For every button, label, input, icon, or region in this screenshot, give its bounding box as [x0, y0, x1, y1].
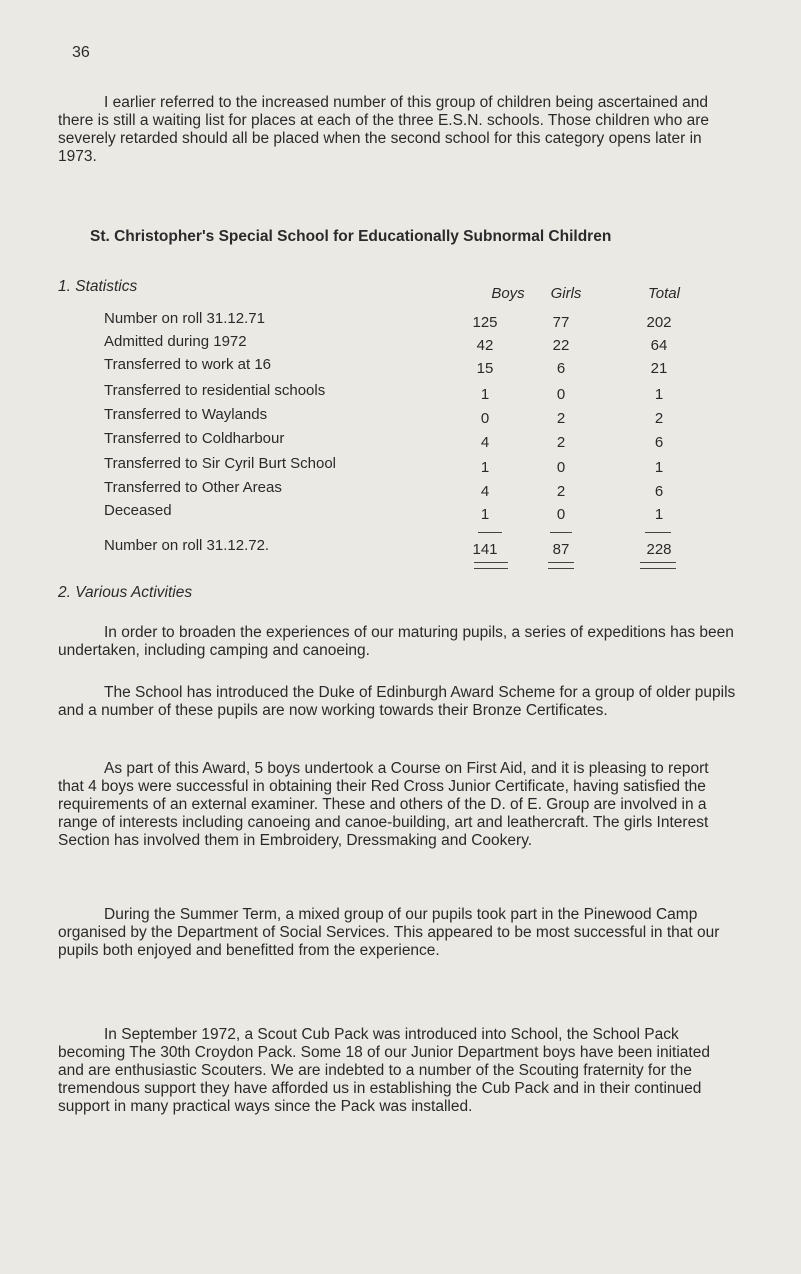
girls-value: 22: [552, 337, 570, 354]
boys-value: 15: [476, 360, 494, 377]
sum-rule-total: [645, 532, 671, 533]
total-value: 202: [646, 314, 672, 331]
activities-paragraph: As part of this Award, 5 boys undertook a Course on First Aid, and it is pleasing to report that 4 boys were successful in obtaining their Red Cross Junior Certificate, having satisfied the requirements of an external examiner. These and others of the D. of E. Group are involved in a range of interests including canoeing and canoe-building, art and leathercraft. The girls Interest Section has involved them in Embroidery, Dressmaking and Cookery.: [58, 760, 709, 849]
double-rule-total: [640, 562, 676, 569]
table-row: [104, 406, 684, 428]
double-rule-boys: [474, 562, 508, 569]
boys-value: 4: [480, 483, 490, 500]
sum-rule-boys: [478, 532, 502, 533]
row-label: Admitted during 1972: [104, 333, 247, 350]
table-row: [104, 333, 684, 355]
statistics-section-title: 1. Statistics: [58, 278, 138, 295]
activities-paragraph: In order to broaden the experiences of our maturing pupils, a series of expeditions has been undertaken, including camping and canoeing.: [58, 624, 734, 659]
boys-value: 125: [472, 314, 498, 331]
row-label: Deceased: [104, 502, 172, 519]
row-label: Transferred to residential schools: [104, 382, 326, 399]
col-head-girls: Girls: [550, 285, 582, 302]
activities-section-title: 2. Various Activities: [58, 584, 193, 601]
boys-value: 42: [476, 337, 494, 354]
girls-value: 2: [556, 410, 566, 427]
girls-value: 2: [556, 434, 566, 451]
girls-value: 0: [556, 459, 566, 476]
activities-paragraph: The School has introduced the Duke of Edinburgh Award Scheme for a group of older pupils and a number of these pupils are now working towards their Bronze Certificates.: [58, 684, 736, 719]
row-label: Transferred to Coldharbour: [104, 430, 285, 447]
girls-value: 6: [556, 360, 566, 377]
page-number: 36: [72, 44, 90, 61]
boys-value: 1: [480, 459, 490, 476]
total-value: 1: [654, 459, 664, 476]
total-value: 6: [654, 483, 664, 500]
boys-value: 1: [480, 386, 490, 403]
intro-paragraph: I earlier referred to the increased number of this group of children being ascertained and there is still a waiting list for places at each of the three E.S.N. schools. Those children who are severely retarded should all be placed when the second school for this category opens later in 1973.: [58, 94, 710, 165]
school-heading: St. Christopher's Special School for Educationally Subnormal Children: [90, 228, 612, 245]
girls-value: 87: [552, 541, 570, 558]
col-head-total: Total: [648, 285, 680, 302]
table-row: [104, 430, 684, 452]
total-value: 1: [654, 386, 664, 403]
total-value: 64: [650, 337, 668, 354]
table-row: [104, 356, 684, 378]
sum-rule-girls: [550, 532, 572, 533]
boys-value: 141: [472, 541, 498, 558]
boys-value: 1: [480, 506, 490, 523]
girls-value: 0: [556, 386, 566, 403]
row-label: Number on roll 31.12.71: [104, 310, 265, 327]
total-value: 228: [646, 541, 672, 558]
table-row: [104, 310, 684, 332]
table-row: [104, 382, 684, 404]
table-row: [104, 455, 684, 477]
table-row: [104, 502, 684, 524]
col-head-boys: Boys: [491, 285, 525, 302]
total-value: 2: [654, 410, 664, 427]
row-label: Transferred to Sir Cyril Burt School: [104, 455, 337, 472]
activities-paragraph: In September 1972, a Scout Cub Pack was introduced into School, the School Pack becoming The 30th Croydon Pack. Some 18 of our Junior Department boys have been initiated and are enthusiastic Scouters. We are indebted to a number of the Scouting fraternity for the tremendous support they have afforded us in establishing the Cub Pack and in their continued support in many practical ways since the Pack was installed.: [58, 1026, 710, 1115]
boys-value: 0: [480, 410, 490, 427]
table-row-total: [104, 537, 684, 559]
table-row: [104, 479, 684, 501]
total-value: 21: [650, 360, 668, 377]
total-value: 6: [654, 434, 664, 451]
row-label: Transferred to work at 16: [104, 356, 272, 373]
row-label: Transferred to Waylands: [104, 406, 268, 423]
row-label: Number on roll 31.12.72.: [104, 537, 270, 554]
activities-paragraph: During the Summer Term, a mixed group of our pupils took part in the Pinewood Camp organised by the Department of Social Services. This appeared to be most successful in that our pupils both enjoyed and benefitted from the experience.: [58, 906, 720, 959]
double-rule-girls: [548, 562, 574, 569]
boys-value: 4: [480, 434, 490, 451]
total-value: 1: [654, 506, 664, 523]
girls-value: 0: [556, 506, 566, 523]
row-label: Transferred to Other Areas: [104, 479, 282, 496]
girls-value: 2: [556, 483, 566, 500]
girls-value: 77: [552, 314, 570, 331]
